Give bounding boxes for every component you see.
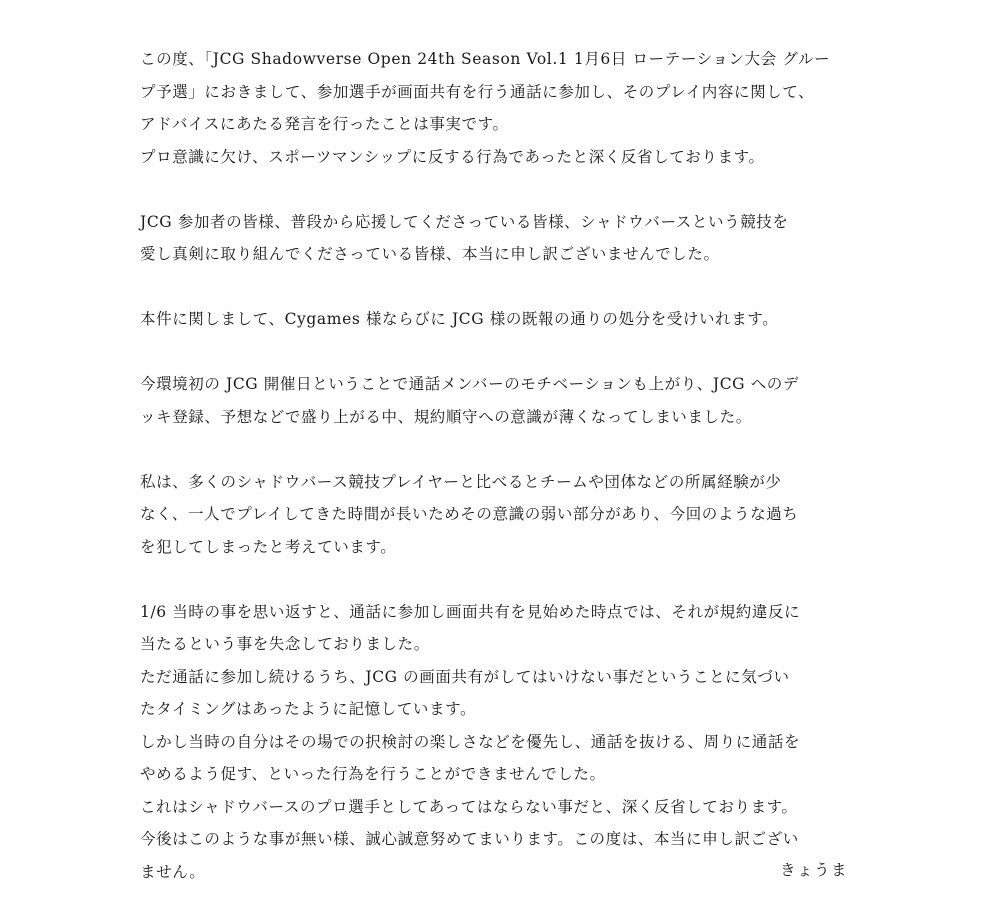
text-line: JCG 参加者の皆様、普段から応援してくださっている皆様、シャドウバースという競技を xyxy=(140,212,789,231)
text-line: 愛し真剣に取り組んでくださっている皆様、本当に申し訳ございませんでした。 xyxy=(140,245,720,263)
text-line: 1/6 当時の事を思い返すと、通話に参加し画面共有を見始めた時点では、それが規約違反に xyxy=(140,602,801,621)
text-line: ただ通話に参加し続けるうち、JCG の画面共有がしてはいけない事だということに気づい xyxy=(140,667,790,686)
paragraph-reflection xyxy=(140,466,860,564)
signature: きょうま xyxy=(779,861,848,879)
paragraph-gap xyxy=(140,433,860,466)
text-line: 今後はこのような事が無い様、誠心誠意努めてまいります。この度は、本当に申し訳ござい xyxy=(140,830,799,848)
text-line: 当たるという事を失念しておりました。 xyxy=(140,635,430,653)
text-line: これはシャドウバースのプロ選手としてあってはならない事だと、深く反省しております。 xyxy=(140,797,798,816)
text-line: を犯してしまったと考えています。 xyxy=(140,537,397,556)
paragraph-gap xyxy=(140,173,860,206)
paragraph-details xyxy=(140,596,860,889)
text-line: プ予選」におきまして、参加選手が画面共有を行う通話に参加し、そのプレイ内容に関して、 xyxy=(140,82,815,101)
text-line: この度、「JCG Shadowverse Open 24th Season Vol.1 1月6日 ローテーション大会 グルー xyxy=(140,50,831,68)
text-line: 私は、多くのシャドウバース競技プレイヤーと比べるとチームや団体などの所属経験が少 xyxy=(140,472,782,491)
text-line: ッキ登録、予想などで盛り上がる中、規約順守への意識が薄くなってしまいました。 xyxy=(140,407,752,426)
paragraph-gap xyxy=(140,271,860,304)
text-line: プロ意識に欠け、スポーツマンシップに反する行為であったと深く反省しております。 xyxy=(140,147,765,166)
text-line: しかし当時の自分はその場での択検討の楽しさなどを優先し、通話を抜ける、周りに通話を xyxy=(140,732,801,751)
text-line: ません。 xyxy=(140,862,206,881)
paragraph-gap xyxy=(140,336,860,369)
text-line: たタイミングはあったように記憶しています。 xyxy=(140,700,477,718)
paragraph-incident xyxy=(140,43,860,173)
paragraph-penalty xyxy=(140,303,860,336)
text-line: 今環境初の JCG 開催日ということで通話メンバーのモチベーションも上がり、JCG へのデ xyxy=(140,375,799,393)
paragraph-gap xyxy=(140,563,860,596)
text-line: なく、一人でプレイしてきた時間が長いためその意識の弱い部分があり、今回のような過ち xyxy=(140,505,799,523)
text-line: アドバイスにあたる発言を行ったことは事実です。 xyxy=(140,115,509,133)
apology-statement xyxy=(140,43,860,888)
text-line: 本件に関しまして、Cygames 様ならびに JCG 様の既報の通りの処分を受けいれます。 xyxy=(140,310,779,328)
text-line: やめるよう促す、といった行為を行うことができませんでした。 xyxy=(140,765,606,783)
paragraph-apology xyxy=(140,206,860,271)
paragraph-circumstances xyxy=(140,368,860,433)
